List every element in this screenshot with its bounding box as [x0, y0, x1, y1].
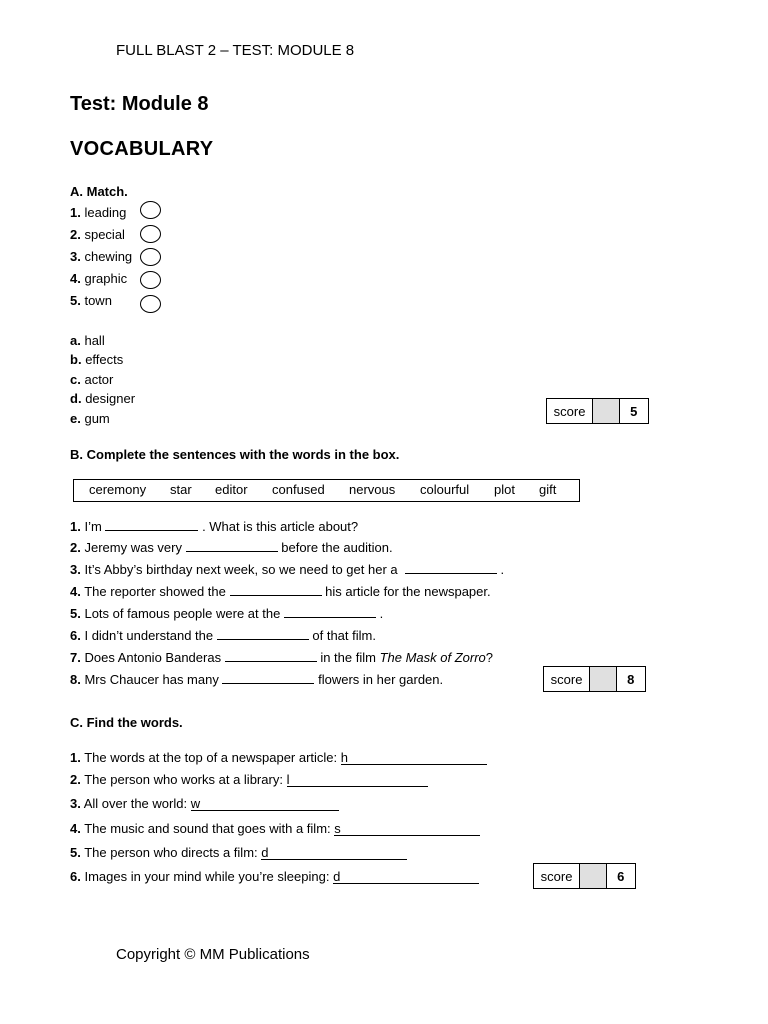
item-number: 2. [70, 227, 81, 242]
first-letter: l [286, 772, 290, 787]
find-word-row [70, 821, 480, 836]
sentence-row [70, 562, 504, 577]
word-box-item: confused [272, 482, 325, 497]
option-text: hall [84, 333, 105, 348]
item-number: 2. [70, 540, 81, 555]
word-box-item: star [170, 482, 192, 497]
sentence-row [70, 672, 443, 687]
section-heading: VOCABULARY [70, 138, 214, 160]
sentence-row [70, 540, 393, 555]
match-option [70, 352, 123, 367]
item-number: 4. [70, 821, 81, 836]
first-letter: d [333, 869, 341, 884]
first-letter: s [334, 821, 341, 836]
option-letter: b. [70, 352, 82, 367]
word-box-item: editor [215, 482, 248, 497]
item-number: 3. [70, 249, 81, 264]
score-box-c [533, 863, 636, 889]
answer-circle[interactable] [140, 295, 161, 313]
answer-circle[interactable] [140, 271, 161, 289]
answer-blank[interactable] [186, 540, 278, 552]
film-title: The Mask of Zorro [379, 650, 486, 665]
sentence-row [70, 584, 491, 599]
item-text: chewing [84, 249, 133, 264]
answer-blank[interactable] [405, 562, 497, 574]
page-header: FULL BLAST 2 – TEST: MODULE 8 [116, 42, 355, 59]
copyright: Copyright © MM Publications [116, 946, 310, 963]
find-word-row [70, 845, 407, 860]
sentence-text: his article for the newspaper. [325, 584, 491, 599]
answer-circle[interactable] [140, 201, 161, 219]
item-number: 3. [70, 562, 81, 577]
score-input[interactable] [593, 399, 619, 423]
item-number: 1. [70, 750, 81, 765]
option-text: actor [84, 372, 114, 387]
sentence-row [70, 628, 376, 643]
item-number: 4. [70, 584, 81, 599]
answer-line[interactable] [334, 821, 480, 836]
sentence-text: It’s Abby’s birthday next week, so we need to get her a [84, 562, 398, 577]
score-label: score [544, 667, 590, 691]
sentence-text: before the audition. [281, 540, 393, 555]
clue-text: The words at the top of a newspaper article: [84, 750, 338, 765]
part-a-heading: A. Match. [70, 184, 128, 199]
item-number: 8. [70, 672, 81, 687]
answer-blank[interactable] [284, 606, 376, 618]
item-text: leading [84, 205, 127, 220]
score-input[interactable] [590, 667, 616, 691]
option-text: designer [85, 391, 136, 406]
score-total: 5 [630, 403, 638, 419]
sentence-text: Does Antonio Banderas [84, 650, 222, 665]
score-label: score [534, 864, 580, 888]
score-label: score [547, 399, 593, 423]
answer-blank[interactable] [217, 628, 309, 640]
answer-line[interactable] [191, 796, 339, 811]
sentence-row [70, 606, 383, 621]
item-number: 1. [70, 519, 81, 534]
item-text: graphic [84, 271, 128, 286]
word-box-item: ceremony [89, 482, 147, 497]
match-item [70, 249, 132, 264]
first-letter: h [340, 750, 349, 765]
answer-circle[interactable] [140, 225, 161, 243]
item-number: 5. [70, 606, 81, 621]
match-option [70, 391, 135, 406]
sentence-text: flowers in her garden. [318, 672, 444, 687]
option-letter: a. [70, 333, 81, 348]
score-input[interactable] [580, 864, 606, 888]
sentence-text: in the film [320, 650, 376, 665]
find-word-row [70, 750, 487, 765]
answer-line[interactable] [261, 845, 407, 860]
match-option [70, 372, 113, 387]
clue-text: Images in your mind while you’re sleeping: [84, 869, 330, 884]
item-number: 7. [70, 650, 81, 665]
answer-blank[interactable] [230, 584, 322, 596]
item-number: 6. [70, 628, 81, 643]
page-title: Test: Module 8 [70, 93, 209, 115]
first-letter: d [261, 845, 269, 860]
sentence-text: . [500, 562, 505, 577]
item-text: town [84, 293, 112, 308]
find-word-row [70, 869, 479, 884]
answer-line[interactable] [333, 869, 479, 884]
find-word-row [70, 772, 428, 787]
answer-blank[interactable] [105, 519, 198, 531]
answer-line[interactable] [287, 772, 428, 787]
sentence-text: . What is this article about? [202, 519, 359, 534]
match-item [70, 293, 112, 308]
clue-text: All over the world: [83, 796, 188, 811]
option-letter: c. [70, 372, 81, 387]
word-box-item: plot [494, 482, 515, 497]
score-box-b [543, 666, 646, 692]
score-total: 8 [627, 671, 635, 687]
sentence-text: Jeremy was very [84, 540, 182, 555]
option-letter: d. [70, 391, 82, 406]
sentence-text: I’m [84, 519, 102, 534]
sentence-text: of that film. [312, 628, 376, 643]
item-number: 4. [70, 271, 81, 286]
option-text: gum [84, 411, 110, 426]
option-letter: e. [70, 411, 81, 426]
score-total: 6 [617, 868, 625, 884]
item-number: 6. [70, 869, 81, 884]
sentence-text: ? [485, 650, 494, 665]
word-box-item: gift [539, 482, 557, 497]
word-box-item: nervous [349, 482, 396, 497]
clue-text: The person who works at a library: [84, 772, 283, 787]
option-text: effects [85, 352, 124, 367]
item-number: 5. [70, 845, 81, 860]
word-box [73, 479, 580, 502]
sentence-text: I didn’t understand the [84, 628, 214, 643]
answer-blank[interactable] [222, 672, 314, 684]
find-word-row [70, 796, 339, 811]
sentence-text: Mrs Chaucer has many [84, 672, 219, 687]
item-number: 2. [70, 772, 81, 787]
match-item [70, 271, 127, 286]
match-item [70, 227, 125, 242]
answer-blank[interactable] [225, 650, 317, 662]
first-letter: w [190, 796, 201, 811]
sentence-text: Lots of famous people were at the [84, 606, 281, 621]
item-text: special [84, 227, 125, 242]
part-c-heading: C. Find the words. [70, 715, 183, 730]
match-option [70, 411, 110, 426]
answer-line[interactable] [341, 750, 487, 765]
sentence-text: . [379, 606, 384, 621]
word-box-item: colourful [420, 482, 470, 497]
match-option [70, 333, 105, 348]
sentence-row [70, 519, 358, 534]
part-b-heading: B. Complete the sentences with the words in the box. [70, 447, 400, 462]
answer-circle[interactable] [140, 248, 161, 266]
clue-text: The music and sound that goes with a film: [84, 821, 331, 836]
item-number: 5. [70, 293, 81, 308]
item-number: 3. [70, 796, 81, 811]
clue-text: The person who directs a film: [84, 845, 258, 860]
score-box-a [546, 398, 649, 424]
item-number: 1. [70, 205, 81, 220]
sentence-row [70, 650, 493, 665]
match-item [70, 205, 126, 220]
sentence-text: The reporter showed the [84, 584, 226, 599]
